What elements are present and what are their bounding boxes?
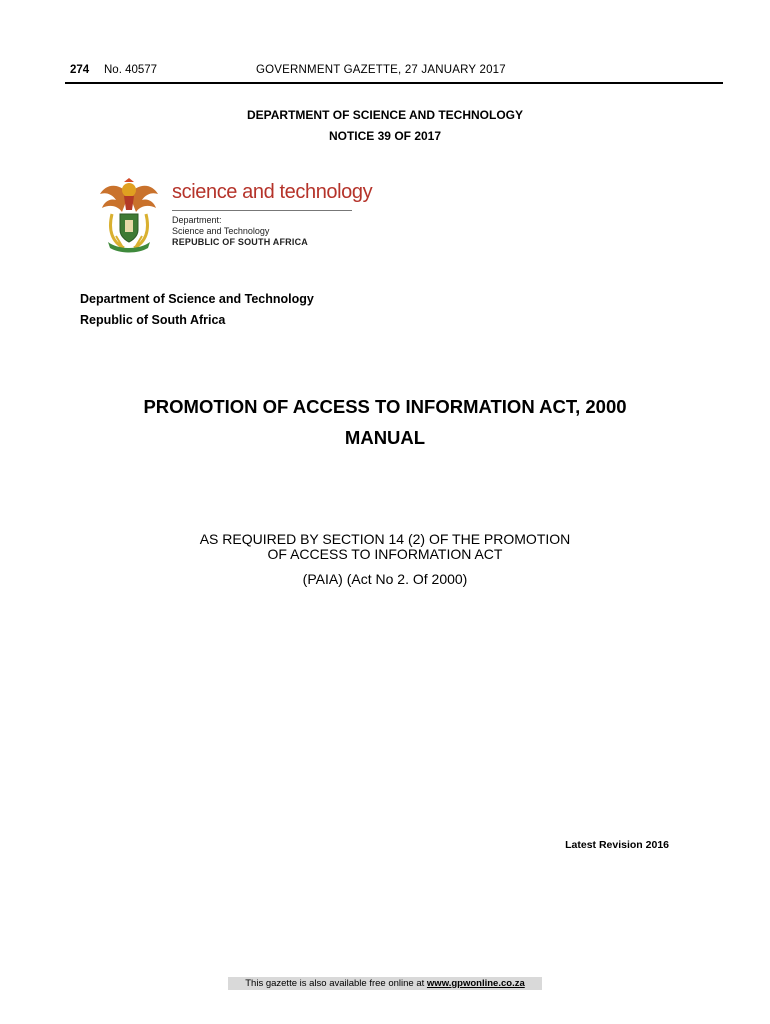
requirement-line-3: (PAIA) (Act No 2. Of 2000): [302, 571, 468, 587]
requirement-line-2: OF ACCESS TO INFORMATION ACT: [267, 546, 503, 562]
revision-note: Latest Revision 2016: [565, 839, 669, 851]
brand-divider: [172, 210, 352, 211]
document-title: PROMOTION OF ACCESS TO INFORMATION ACT, 2000: [143, 396, 627, 417]
footer-text: This gazette is also available free online at: [245, 978, 427, 989]
brand-line-republic: REPUBLIC OF SOUTH AFRICA: [172, 237, 308, 247]
notice-department: DEPARTMENT OF SCIENCE AND TECHNOLOGY: [246, 108, 523, 122]
brand-name: science and technology: [172, 181, 373, 203]
brand-line-department: Department:: [172, 215, 222, 225]
requirement-line-1: AS REQUIRED BY SECTION 14 (2) OF THE PROMOTION: [199, 531, 571, 547]
address-country: Republic of South Africa: [80, 313, 226, 327]
page-number: 274: [70, 64, 90, 76]
notice-number: NOTICE 39 OF 2017: [328, 129, 442, 143]
header-rule: [65, 82, 723, 84]
footer-link[interactable]: www.gpwonline.co.za: [426, 978, 525, 989]
gazette-title: GOVERNMENT GAZETTE, 27 JANUARY 2017: [256, 64, 506, 76]
brand-line-science-technology: Science and Technology: [172, 226, 270, 236]
issue-number: No. 40577: [104, 64, 158, 76]
address-department: Department of Science and Technology: [80, 292, 314, 306]
footer-banner: [228, 977, 542, 990]
document-subtitle-manual: MANUAL: [344, 427, 426, 448]
south-africa-coat-of-arms-icon: [98, 176, 160, 254]
